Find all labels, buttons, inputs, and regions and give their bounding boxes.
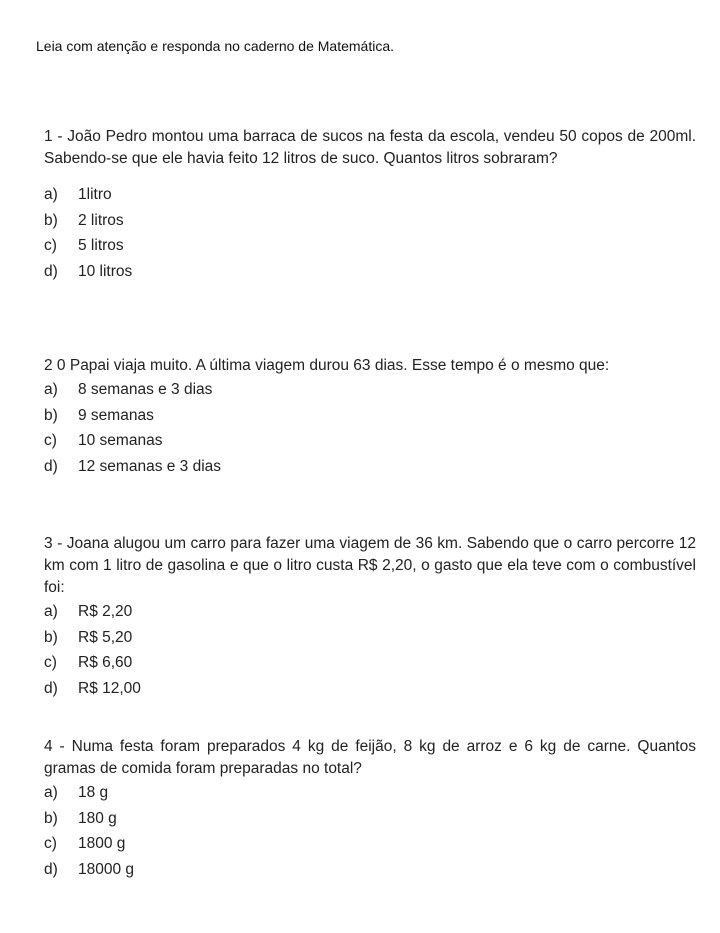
option-letter: d): [44, 262, 58, 280]
option-letter: c): [44, 432, 57, 449]
option-text: 1800 g: [78, 835, 126, 852]
question-4-options: [44, 780, 696, 882]
question-1-option-a: [44, 182, 696, 208]
question-2-text: 2 0 Papai viaja muito. A última viagem durou 63 dias. Esse tempo é o mesmo que:: [44, 357, 610, 374]
option-letter: a): [44, 784, 58, 801]
option-text: 5 litros: [78, 237, 124, 254]
option-text: 9 semanas: [78, 406, 154, 424]
question-3-option-b: [44, 625, 696, 651]
question-3-option-d: [44, 676, 696, 702]
option-text: R$ 12,00: [78, 679, 141, 697]
option-letter: b): [44, 628, 58, 646]
question-2-option-c: [44, 428, 696, 454]
question-4-option-c: [44, 831, 696, 857]
instruction-text: Leia com atenção e responda no caderno de Matemática.: [36, 38, 395, 54]
question-2-option-a: [44, 377, 696, 403]
option-letter: a): [44, 381, 58, 398]
option-letter: a): [44, 603, 58, 620]
option-text: 12 semanas e 3 dias: [78, 457, 222, 475]
question-2-options: [44, 377, 696, 479]
option-letter: d): [44, 457, 58, 475]
question-3-text: 3 - Joana alugou um carro para fazer uma viagem de 36 km. Sabendo que o carro percorre 12 km com 1 litro de gasolina e que o litro custa R$ 2,20, o gasto que ela teve com o combustível foi:: [44, 535, 696, 596]
question-2-option-b: [44, 403, 696, 429]
option-letter: b): [44, 809, 58, 827]
option-letter: b): [44, 406, 58, 424]
option-letter: b): [44, 211, 58, 229]
option-text: 18000 g: [78, 860, 135, 878]
option-letter: d): [44, 860, 58, 878]
question-1-text: 1 - João Pedro montou uma barraca de sucos na festa da escola, vendeu 50 copos de 200ml. Sabendo-se que ele havia feito 12 litros de suco. Quantos litros sobraram?: [44, 128, 696, 167]
question-2-option-d: [44, 454, 696, 480]
option-letter: c): [44, 654, 57, 671]
option-letter: a): [44, 186, 58, 203]
question-4-option-d: [44, 857, 696, 883]
question-4-option-b: [44, 806, 696, 832]
question-1: [44, 126, 696, 284]
option-text: 8 semanas e 3 dias: [78, 381, 213, 398]
question-1-options: [44, 182, 696, 284]
option-text: R$ 5,20: [78, 628, 133, 646]
option-text: 18 g: [78, 784, 109, 801]
question-3-options: [44, 599, 696, 701]
option-text: R$ 6,60: [78, 654, 133, 671]
option-text: 1litro: [78, 186, 112, 203]
option-text: 2 litros: [78, 211, 124, 229]
question-3: [44, 533, 696, 701]
question-3-option-a: [44, 599, 696, 625]
question-4-option-a: [44, 780, 696, 806]
question-1-option-b: [44, 208, 696, 234]
option-text: 10 semanas: [78, 432, 163, 449]
question-2: [44, 355, 696, 479]
question-4: [44, 736, 696, 882]
option-text: 180 g: [78, 809, 117, 827]
option-letter: c): [44, 237, 57, 254]
option-text: R$ 2,20: [78, 603, 133, 620]
question-1-option-d: [44, 259, 696, 285]
option-text: 10 litros: [78, 262, 133, 280]
question-4-text: 4 - Numa festa foram preparados 4 kg de feijão, 8 kg de arroz e 6 kg de carne. Quantos gramas de comida foram preparadas no total?: [44, 738, 696, 777]
question-3-option-c: [44, 650, 696, 676]
question-1-option-c: [44, 233, 696, 259]
option-letter: d): [44, 679, 58, 697]
option-letter: c): [44, 835, 57, 852]
